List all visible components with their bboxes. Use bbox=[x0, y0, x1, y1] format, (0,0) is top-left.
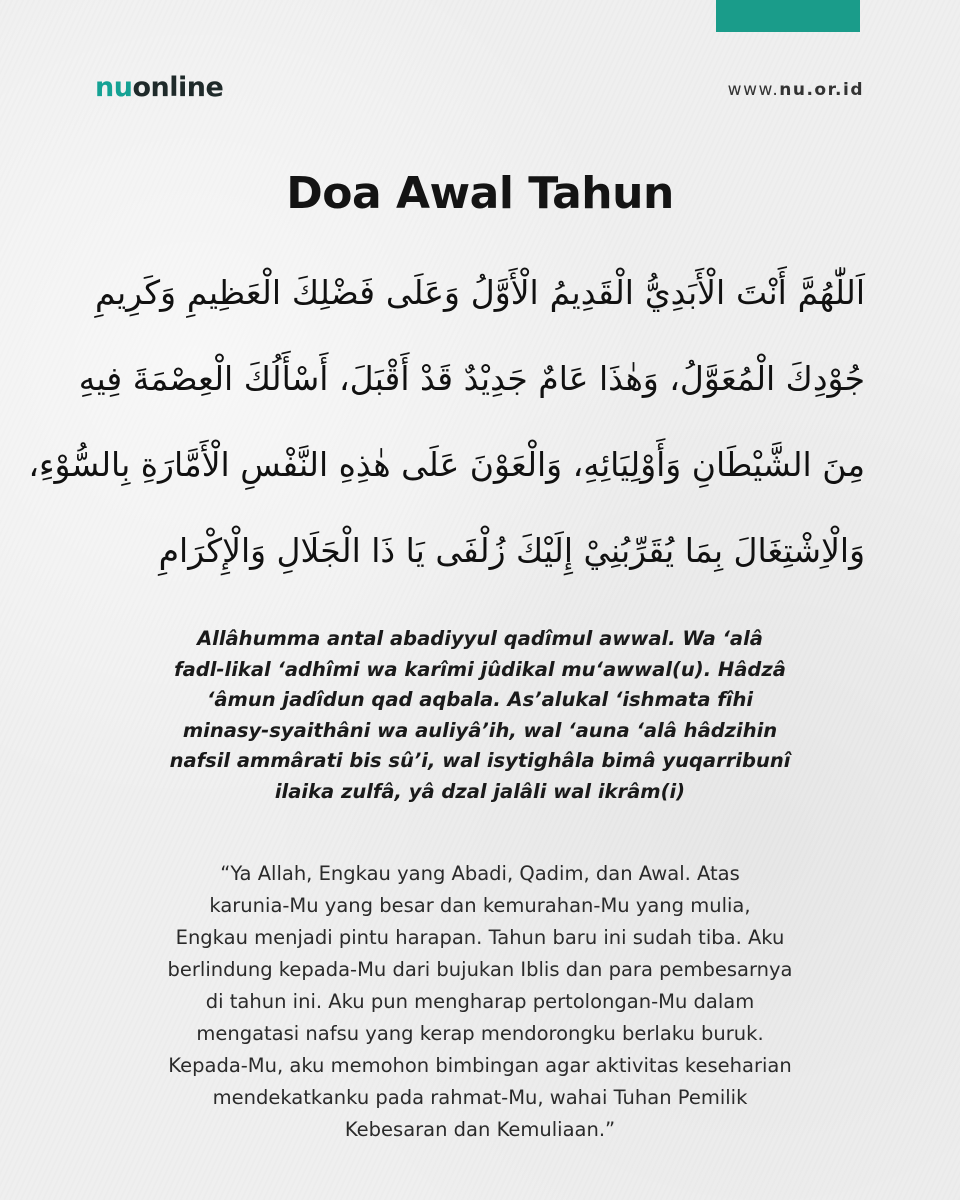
translation-line: berlindung kepada-Mu dari bujukan Iblis dan para pembesarnya bbox=[167, 958, 793, 981]
nu-online-logo[interactable] bbox=[95, 74, 223, 101]
indonesian-translation bbox=[105, 858, 855, 1146]
transliteration-line: nafsil ammârati bis sû’i, wal isytighâla bimâ yuqarribunî bbox=[169, 749, 791, 772]
logo-nu-text: nu bbox=[95, 72, 133, 103]
logo-online-text: online bbox=[132, 72, 224, 103]
site-url-prefix: www. bbox=[727, 80, 780, 100]
translation-line: mengatasi nafsu yang kerap mendorongku berlaku buruk. bbox=[196, 1022, 764, 1045]
translation-line: di tahun ini. Aku pun mengharap pertolongan-Mu dalam bbox=[205, 990, 755, 1013]
page-title: Doa Awal Tahun bbox=[286, 168, 674, 219]
translation-line: “Ya Allah, Engkau yang Abadi, Qadim, dan Awal. Atas bbox=[220, 862, 740, 885]
arabic-line: جُوْدِكَ الْمُعَوَّلُ، وَهٰذَا عَامٌ جَدِيْدٌ قَدْ أَقْبَلَ، أَسْأَلُكَ الْعِصْمَةَ فِيهِ bbox=[78, 359, 865, 398]
translation-line: Engkau menjadi pintu harapan. Tahun baru ini sudah tiba. Aku bbox=[175, 926, 785, 949]
transliteration-line: ‘âmun jadîdun qad aqbala. As’alukal ‘ishmata fîhi bbox=[206, 688, 754, 711]
translation-line: karunia-Mu yang besar dan kemurahan-Mu yang mulia, bbox=[209, 894, 751, 917]
site-url[interactable] bbox=[728, 80, 864, 100]
transliteration-line: minasy-syaithâni wa auliyâ’ih, wal ‘auna ‘alâ hâdzihin bbox=[182, 718, 778, 742]
transliteration-line: Allâhumma antal abadiyyul qadîmul awwal. Wa ‘alâ bbox=[197, 627, 763, 650]
arabic-line: وَالْاِشْتِغَالَ بِمَا يُقَرِّبُنِيْ إِلَيْكَ زُلْفَى يَا ذَا الْجَلَالِ وَالْإِكْرَامِ bbox=[158, 531, 865, 570]
arabic-line: اَللّٰهُمَّ أَنْتَ الْأَبَدِيُّ الْقَدِيمُ الْأَوَّلُ وَعَلَى فَضْلِكَ الْعَظِيمِ وَكَرِيمِ bbox=[95, 273, 865, 312]
translation-line: Kepada-Mu, aku memohon bimbingan agar aktivitas keseharian bbox=[168, 1054, 792, 1077]
site-url-domain: nu.or.id bbox=[779, 80, 864, 100]
translation-line: Kebesaran dan Kemuliaan.” bbox=[344, 1118, 616, 1141]
latin-transliteration bbox=[140, 624, 820, 807]
arabic-line: مِنَ الشَّيْطَانِ وَأَوْلِيَائِهِ، وَالْعَوْنَ عَلَى هٰذِهِ النَّفْسِ الْأَمَّارَةِ بِالسُّوْءِ، bbox=[28, 445, 865, 484]
transliteration-line: ilaika zulfâ, yâ dzal jalâli wal ikrâm(i) bbox=[274, 779, 686, 803]
translation-line: mendekatkanku pada rahmat-Mu, wahai Tuhan Pemilik bbox=[212, 1086, 748, 1109]
transliteration-line: fadl-likal ‘adhîmi wa karîmi jûdikal mu‘awwal(u). Hâdzâ bbox=[174, 657, 786, 681]
top-accent-bar bbox=[716, 0, 860, 32]
arabic-prayer-text bbox=[28, 250, 865, 594]
